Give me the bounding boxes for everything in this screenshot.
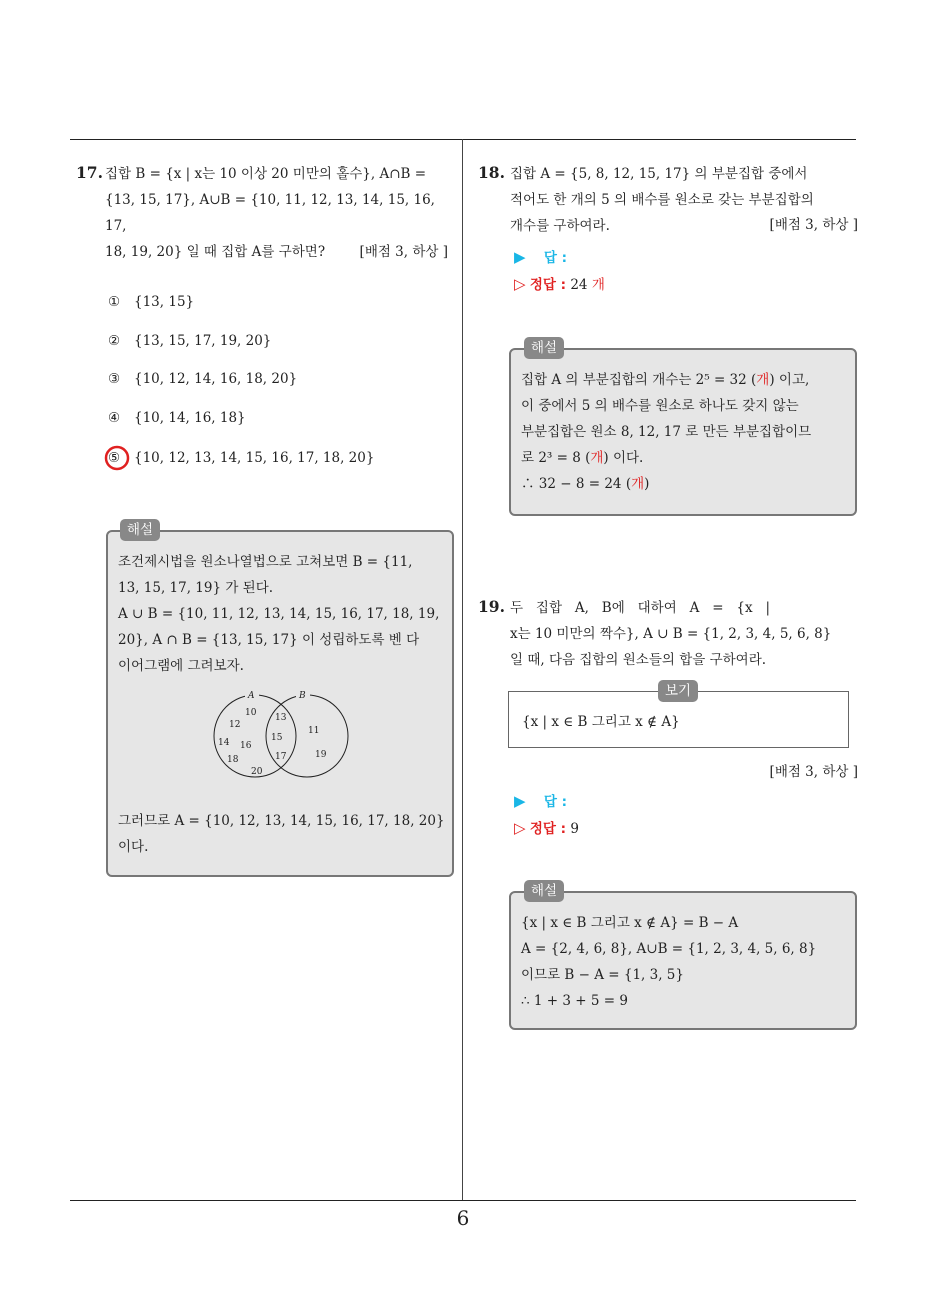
explanation-text <box>521 910 851 1014</box>
choice-3[interactable] <box>108 371 297 387</box>
venn-element: 18 <box>227 755 239 765</box>
correct-value: 24 <box>570 277 588 293</box>
correct-row <box>514 817 579 837</box>
correct-answer-circle-icon <box>104 445 132 473</box>
text-line: 집합 A = {5, 8, 12, 15, 17} 의 부분집합 중에서 <box>510 166 808 182</box>
answer-label: 답 : <box>543 250 567 266</box>
choice-2[interactable] <box>108 333 271 349</box>
text-line: {x | x ∈ B 그리고 x ∉ A} = B − A <box>521 915 739 931</box>
text-line: 이 중에서 5 의 배수를 원소로 하나도 갖지 않는 <box>521 398 799 414</box>
choice-text: {13, 15, 17, 19, 20} <box>134 333 272 349</box>
correct-row <box>514 273 605 293</box>
text-line: 20}, A ∩ B = {13, 15, 17} 이 성립하도록 벤 다 <box>118 632 420 648</box>
choice-text: {13, 15} <box>134 294 195 310</box>
choice-text: {10, 12, 13, 14, 15, 16, 17, 18, 20} <box>134 450 375 466</box>
text-line: 부분집합은 원소 8, 12, 17 로 만든 부분집합이므 <box>521 424 812 440</box>
text-line: 조건제시법을 원소나열법으로 고쳐보면 B = {11, <box>118 554 413 570</box>
column-divider <box>462 139 463 1200</box>
outline-arrow-icon: ▷ <box>514 275 526 293</box>
choice-number: ④ <box>108 410 121 426</box>
explanation-text <box>521 367 851 497</box>
top-rule <box>70 139 856 140</box>
page-number: 6 <box>456 1206 470 1230</box>
text-line: A ∪ B = {10, 11, 12, 13, 14, 15, 16, 17, 18, 19, <box>118 606 440 622</box>
outline-arrow-icon: ▷ <box>514 819 526 837</box>
play-arrow-icon: ▶ <box>514 248 526 266</box>
text-line: ∴ 1 + 3 + 5 = 9 <box>521 993 628 1009</box>
venn-element: 12 <box>229 720 241 730</box>
bottom-rule <box>70 1200 856 1201</box>
text-line: A = {2, 4, 6, 8}, A∪B = {1, 2, 3, 4, 5, 6, 8} <box>521 941 817 957</box>
conclusion-text <box>118 808 448 860</box>
question-text <box>510 595 858 673</box>
score-label: [배점 3, 하상 ] <box>769 764 858 780</box>
choice-number: ③ <box>108 371 121 387</box>
correct-label: 정답 : <box>529 277 567 293</box>
correct-value: 9 <box>570 821 579 837</box>
question-number: 17. <box>76 163 103 182</box>
question-number: 18. <box>478 163 505 182</box>
text-line: x는 10 미만의 짝수}, A ∪ B = {1, 2, 3, 4, 5, 6, 8} <box>510 626 832 642</box>
choice-text: {10, 12, 14, 16, 18, 20} <box>134 371 298 387</box>
choice-number: ② <box>108 333 121 349</box>
text-line: 두 집합 A, B에 대하여 A = {x | <box>510 600 771 616</box>
choice-4[interactable] <box>108 410 246 426</box>
choice-number: ① <box>108 294 121 310</box>
explanation-text <box>118 549 448 679</box>
venn-element: 17 <box>275 752 287 762</box>
text-line: 집합 A 의 부분집합의 개수는 2⁵ = 32 (개) 이고, <box>521 372 810 388</box>
score-label: [배점 3, 하상 ] <box>359 244 448 260</box>
answer-row[interactable] <box>514 790 567 810</box>
answer-label: 답 : <box>543 794 567 810</box>
text-line: ∴ 32 − 8 = 24 (개) <box>521 476 650 492</box>
text-line: 18, 19, 20} 일 때 집합 A를 구하면? <box>105 244 326 260</box>
bogi-text: {x | x ∈ B 그리고 x ∉ A} <box>522 714 680 730</box>
venn-element: 16 <box>240 741 252 751</box>
explanation-tag: 해설 <box>120 519 160 541</box>
venn-element: 13 <box>275 713 287 723</box>
set-a-label: A <box>248 691 255 701</box>
text-line: 개수를 구하여라. <box>510 218 610 234</box>
venn-diagram <box>205 688 355 784</box>
text-line: 집합 B = {x | x는 10 이상 20 미만의 홀수}, A∩B = <box>105 166 427 182</box>
correct-label: 정답 : <box>529 821 567 837</box>
venn-element: 11 <box>308 726 320 736</box>
venn-element: 19 <box>315 750 327 760</box>
text-line: {13, 15, 17}, A∪B = {10, 11, 12, 13, 14, 15, 16, 17, <box>105 192 435 234</box>
venn-element: 10 <box>245 708 257 718</box>
text-line: 일 때, 다음 집합의 원소들의 합을 구하여라. <box>510 652 767 668</box>
bogi-tag: 보기 <box>658 680 698 702</box>
venn-element: 20 <box>251 767 263 777</box>
answer-row[interactable] <box>514 246 567 266</box>
choice-1[interactable] <box>108 294 194 310</box>
score-label: [배점 3, 하상 ] <box>769 217 858 233</box>
choice-text: {10, 14, 16, 18} <box>134 410 246 426</box>
text-line: 이다. <box>118 839 149 855</box>
question-number: 19. <box>478 597 505 616</box>
correct-unit: 개 <box>591 277 605 293</box>
text-line: 로 2³ = 8 (개) 이다. <box>521 450 644 466</box>
text-line: 이어그램에 그려보자. <box>118 658 244 674</box>
choice-5[interactable] <box>108 450 374 466</box>
explanation-tag: 해설 <box>524 880 564 902</box>
play-arrow-icon: ▶ <box>514 792 526 810</box>
text-line: 그러므로 A = {10, 12, 13, 14, 15, 16, 17, 18, 20} <box>118 813 445 829</box>
venn-element: 14 <box>218 738 230 748</box>
venn-element: 15 <box>271 733 283 743</box>
explanation-tag: 해설 <box>524 337 564 359</box>
text-line: 13, 15, 17, 19} 가 된다. <box>118 580 274 596</box>
set-b-label: B <box>299 691 306 701</box>
text-line: 적어도 한 개의 5 의 배수를 원소로 갖는 부분집합의 <box>510 192 814 208</box>
choice-number: ⑤ <box>108 450 121 466</box>
text-line: 이므로 B − A = {1, 3, 5} <box>521 967 684 983</box>
